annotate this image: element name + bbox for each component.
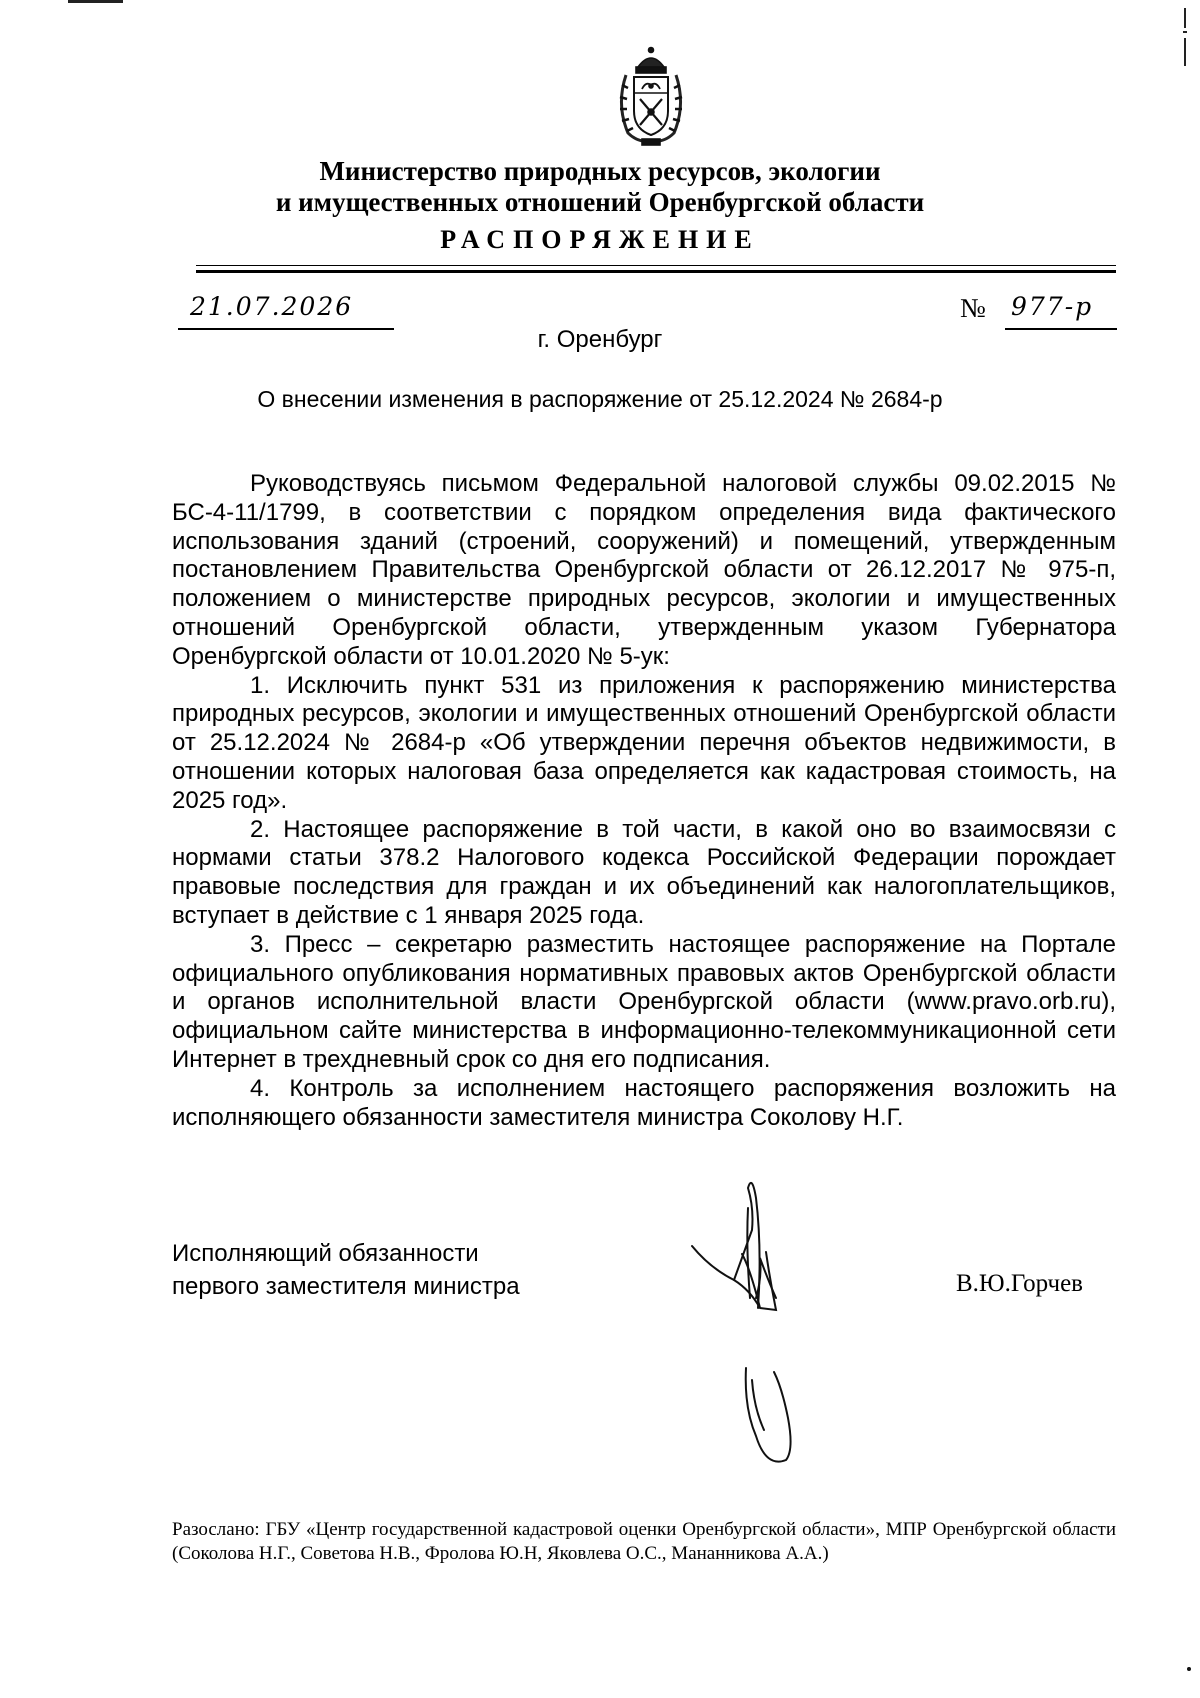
scan-artifact-top	[68, 0, 123, 3]
distribution-list: Разослано: ГБУ «Центр государственной кадастровой оценки Оренбургской области», МПР Оренбургской области (Соколова Н.Г., Советова Н.В., Фролова Ю.Н, Яковлева О.С., Мананникова А.А.)	[172, 1519, 1116, 1564]
coat-of-arms-icon	[612, 45, 690, 147]
body-item-4: 4. Контроль за исполнением настоящего распоряжения возложить на исполняющего обязанности заместителя министра Соколову Н.Г.	[172, 1074, 1116, 1131]
document-type-title: РАСПОРЯЖЕНИЕ	[440, 225, 760, 254]
body-preamble: Руководствуясь письмом Федеральной налоговой службы 09.02.2015 № БС-4-11/1799, в соответствии с порядком определения вида фактического использования зданий (строений, сооружений) и помещений, утвержденным постановлением Правительства Оренбургской области от 26.12.2017 № 975-п, положением о министерстве природных ресурсов, экологии и имущественных отношений Оренбургской области, утвержденным указом Губернатора Оренбургской области от 10.01.2020 № 5-ук:	[172, 470, 1116, 670]
ministry-name	[0, 156, 1200, 218]
signatory-role	[172, 1237, 520, 1303]
document-city: г. Оренбург	[537, 326, 663, 353]
signatory-name: В.Ю.Горчев	[956, 1270, 1083, 1297]
document-number-field	[1005, 292, 1117, 330]
ministry-name-line2: и имущественных отношений Оренбургской области	[275, 187, 925, 217]
scan-artifact-right	[1182, 8, 1189, 66]
body-item-1: 1. Исключить пункт 531 из приложения к распоряжению министерства природных ресурсов, экологии и имущественных отношений Оренбургской области от 25.12.2024 № 2684-р «Об утверждении перечня объектов недвижимости, в отношении которых налоговая база определяется как кадастровая стоимость, на 2025 год».	[172, 671, 1116, 814]
header-divider-thin	[196, 265, 1116, 266]
document-number-label: №	[960, 293, 986, 323]
document-date-field	[178, 292, 394, 330]
document-body	[172, 470, 1116, 1132]
document-number: 977-р	[1011, 292, 1094, 321]
header-divider-thick	[196, 270, 1116, 273]
body-item-3: 3. Пресс – секретарю разместить настоящее распоряжение на Портале официального опубликования нормативных правовых актов Оренбургской области и органов исполнительной власти Оренбургской области (www.pravo.orb.ru), официальном сайте министерства в информационно-телекоммуникационной сети Интернет в трехдневный срок со дня его подписания.	[172, 930, 1116, 1073]
signatory-role-line1: Исполняющий обязанности	[172, 1240, 479, 1267]
handwritten-signature	[690, 1168, 820, 1478]
body-item-2: 2. Настоящее распоряжение в той части, в какой оно во взаимосвязи с нормами статьи 378.2 Налогового кодекса Российской Федерации порождает правовые последствия для граждан и их объединений как налогоплательщиков, вступает в действие с 1 января 2025 года.	[172, 815, 1116, 929]
signatory-role-line2: первого заместителя министра	[172, 1273, 520, 1300]
ministry-name-line1: Министерство природных ресурсов, экологии	[319, 156, 881, 186]
document-subject: О внесении изменения в распоряжение от 25.12.2024 № 2684-р	[257, 386, 943, 412]
scan-artifact-dot	[1187, 1667, 1191, 1671]
document-date: 21.07.2026	[190, 292, 354, 321]
